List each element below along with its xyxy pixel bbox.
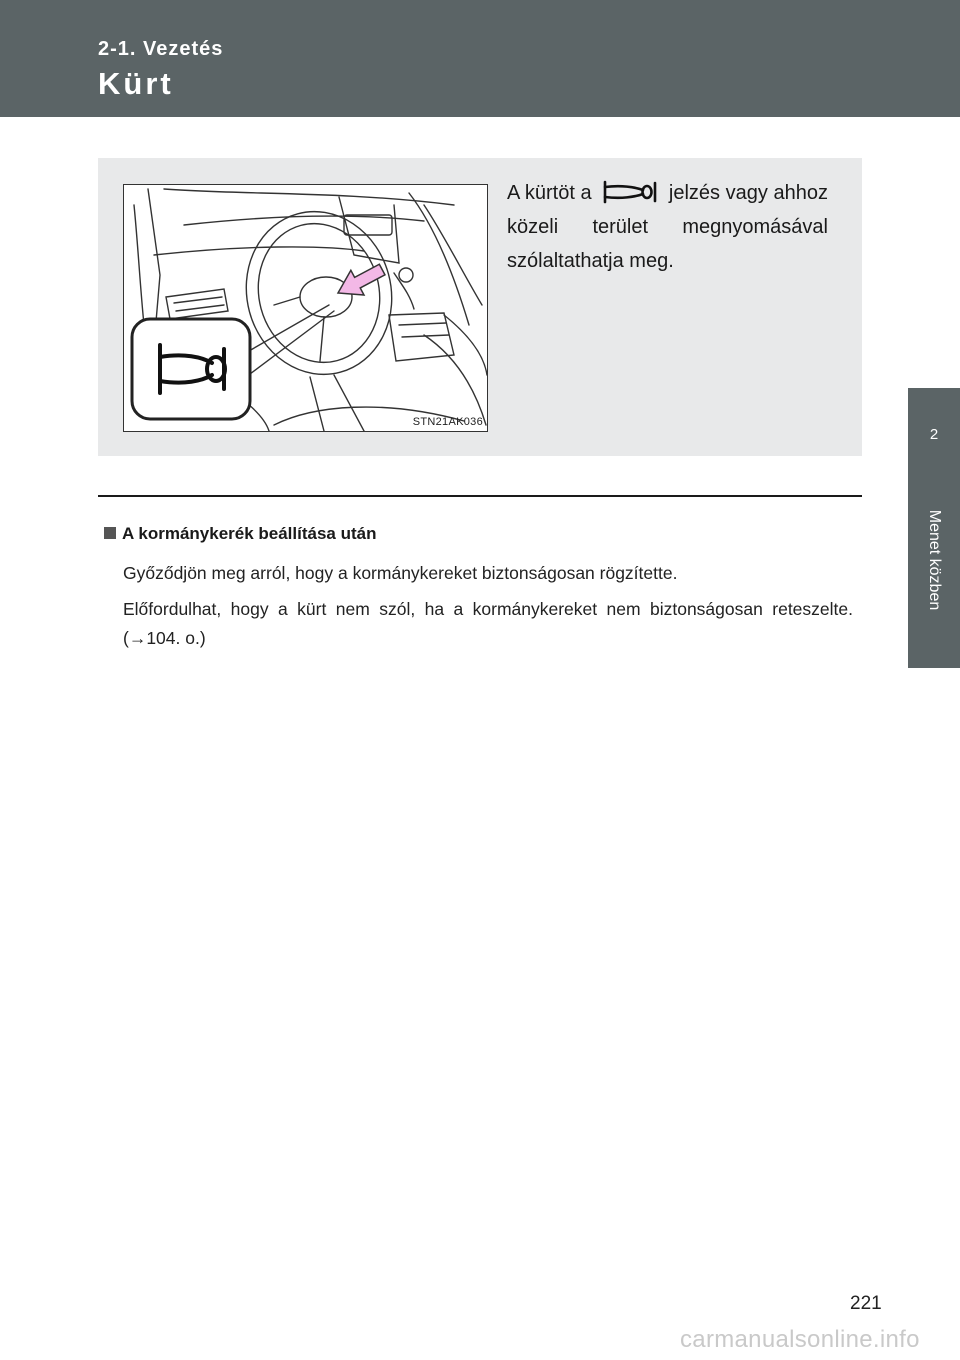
chapter-number: 2 [929,426,939,443]
page-number: 221 [850,1293,882,1314]
note-heading-text: A kormánykerék beállítása után [122,524,377,543]
instruction-text-start: A kürtöt a [507,182,592,204]
steering-wheel-illustration [123,184,488,432]
info-box [98,158,862,456]
chapter-name: Menet közben [926,509,943,611]
page-title: Kürt [98,66,174,101]
page-header [0,0,960,117]
dashboard-drawing [124,185,487,431]
instruction-text-end: jelzés vagy ahhoz közeli terület megnyomásával szólaltathatja meg. [507,182,828,272]
horn-instruction-text [507,176,828,278]
note-paragraph-1: Győződjön meg arról, hogy a kormánykereket biztonságosan rögzítette. [123,563,678,583]
note-heading [104,524,377,544]
note-paragraph-2: Előfordulhat, hogy a kürt nem szól, ha a kormánykereket nem biztonságosan reteszelte. (→104. o.) [123,599,853,648]
horn-icon [599,179,661,205]
watermark: carmanualsonline.info [680,1326,920,1353]
chapter-side-tab [908,388,960,668]
square-bullet-icon [104,527,116,539]
section-label: 2-1. Vezetés [98,38,224,60]
figure-code: STN21AK036 [412,416,483,428]
divider [98,495,862,497]
